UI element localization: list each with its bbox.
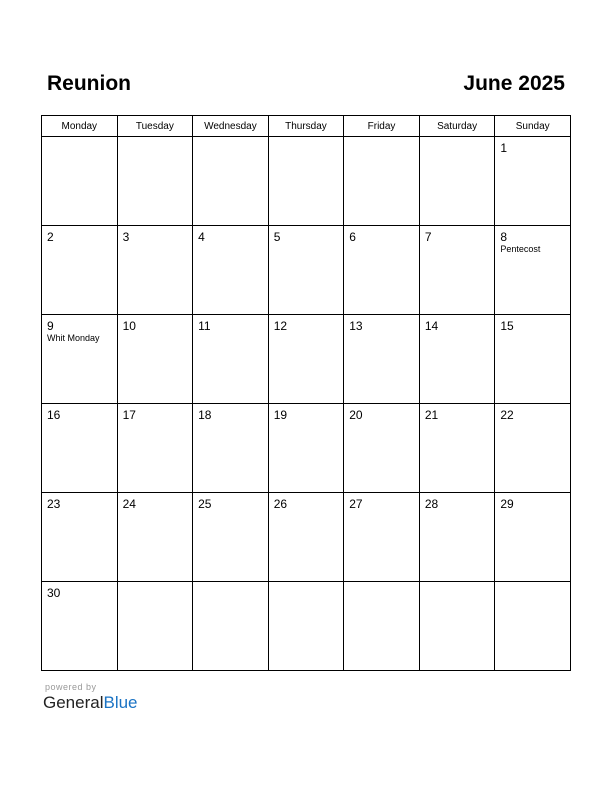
day-number xyxy=(42,137,117,141)
day-cell xyxy=(117,226,193,315)
weekday-header: Sunday xyxy=(495,116,571,137)
logo-text-general: General xyxy=(43,693,104,712)
day-number: 5 xyxy=(273,230,281,244)
day-cell xyxy=(419,226,495,315)
day-number xyxy=(269,582,344,586)
week-row xyxy=(42,493,571,582)
day-cell xyxy=(193,582,269,671)
day-cell xyxy=(495,404,571,493)
week-row xyxy=(42,226,571,315)
day-cell xyxy=(117,493,193,582)
day-number: 20 xyxy=(349,408,363,422)
day-cell xyxy=(117,582,193,671)
day-number xyxy=(420,137,495,141)
day-cell xyxy=(495,315,571,404)
day-cell xyxy=(268,226,344,315)
powered-by-label: powered by xyxy=(45,682,97,692)
week-row xyxy=(42,582,571,671)
weekday-header: Friday xyxy=(344,116,420,137)
day-cell xyxy=(42,315,118,404)
day-cell xyxy=(268,582,344,671)
weekday-header: Wednesday xyxy=(193,116,269,137)
day-number: 14 xyxy=(424,319,439,333)
day-number: 28 xyxy=(424,497,439,511)
day-cell xyxy=(42,582,118,671)
day-number: 9 xyxy=(47,319,54,333)
day-cell xyxy=(268,137,344,226)
day-number: 7 xyxy=(424,230,432,244)
day-number: 8 xyxy=(500,230,508,244)
day-cell xyxy=(344,493,420,582)
day-cell xyxy=(117,137,193,226)
day-cell xyxy=(268,493,344,582)
weekday-header: Thursday xyxy=(268,116,344,137)
day-number: 15 xyxy=(500,319,514,333)
day-number: 2 xyxy=(47,230,54,244)
day-number xyxy=(118,582,193,586)
day-cell xyxy=(344,582,420,671)
day-number: 25 xyxy=(198,497,212,511)
day-cell xyxy=(419,315,495,404)
day-number: 12 xyxy=(273,319,288,333)
day-number: 26 xyxy=(273,497,288,511)
day-cell xyxy=(419,137,495,226)
day-number: 24 xyxy=(122,497,136,511)
day-cell xyxy=(268,404,344,493)
day-cell xyxy=(495,493,571,582)
day-number: 11 xyxy=(198,319,211,333)
day-cell xyxy=(344,226,420,315)
weekday-header: Monday xyxy=(42,116,118,137)
day-cell xyxy=(495,226,571,315)
day-cell xyxy=(117,315,193,404)
day-cell xyxy=(193,493,269,582)
day-cell xyxy=(193,315,269,404)
day-number: 1 xyxy=(500,141,508,155)
day-number: 27 xyxy=(349,497,363,511)
day-number: 29 xyxy=(500,497,514,511)
week-row xyxy=(42,137,571,226)
calendar-month-title: June 2025 xyxy=(463,72,565,95)
day-number xyxy=(193,137,268,141)
day-number xyxy=(118,137,193,141)
day-cell xyxy=(495,582,571,671)
day-cell xyxy=(419,493,495,582)
week-row xyxy=(42,404,571,493)
calendar-grid xyxy=(41,115,571,671)
day-cell xyxy=(42,226,118,315)
day-cell xyxy=(344,315,420,404)
weekday-header: Saturday xyxy=(419,116,495,137)
day-number: 10 xyxy=(122,319,136,333)
day-cell xyxy=(419,404,495,493)
day-number: 6 xyxy=(349,230,356,244)
day-number xyxy=(495,582,570,586)
day-number xyxy=(269,137,344,141)
generalblue-logo[interactable] xyxy=(43,693,138,713)
day-number: 30 xyxy=(47,586,61,600)
day-number: 23 xyxy=(47,497,61,511)
day-number: 13 xyxy=(349,319,363,333)
day-cell xyxy=(193,404,269,493)
day-number xyxy=(420,582,495,586)
day-cell xyxy=(419,582,495,671)
day-cell xyxy=(268,315,344,404)
day-number: 17 xyxy=(122,408,136,422)
holiday-label: Whit Monday xyxy=(47,333,100,343)
day-number: 22 xyxy=(500,408,514,422)
day-number: 16 xyxy=(47,408,61,422)
generalblue-branding[interactable] xyxy=(43,681,138,713)
day-cell xyxy=(42,137,118,226)
logo-text-blue: Blue xyxy=(103,693,138,712)
day-cell xyxy=(344,137,420,226)
day-cell xyxy=(193,137,269,226)
week-row xyxy=(42,315,571,404)
day-number xyxy=(193,582,268,586)
day-cell xyxy=(42,493,118,582)
holiday-label: Pentecost xyxy=(500,244,541,254)
weekday-header-row xyxy=(42,116,571,137)
day-cell xyxy=(117,404,193,493)
calendar-region-title: Reunion xyxy=(47,72,131,95)
day-number: 3 xyxy=(122,230,130,244)
weekday-header: Tuesday xyxy=(117,116,193,137)
day-cell xyxy=(495,137,571,226)
day-cell xyxy=(42,404,118,493)
day-number xyxy=(344,582,419,586)
day-number: 4 xyxy=(198,230,205,244)
day-number: 21 xyxy=(424,408,439,422)
day-number xyxy=(344,137,419,141)
day-number: 18 xyxy=(198,408,212,422)
day-cell xyxy=(344,404,420,493)
day-number: 19 xyxy=(273,408,288,422)
day-cell xyxy=(193,226,269,315)
